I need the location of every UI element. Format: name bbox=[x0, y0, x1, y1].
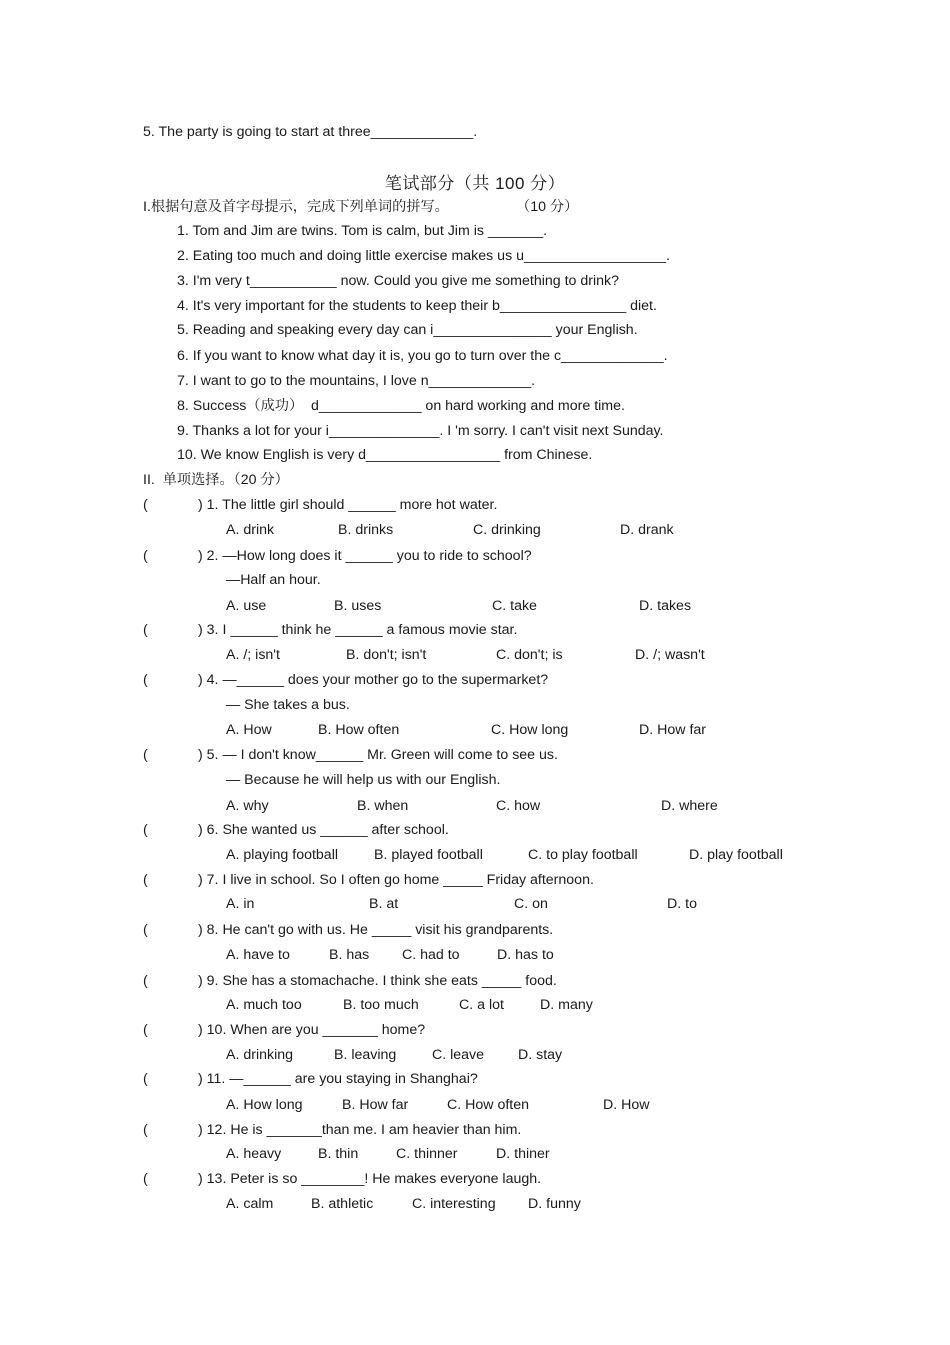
dialogue-response: — Because he will help us with our English. bbox=[226, 772, 501, 788]
option-d: D. takes bbox=[639, 598, 692, 614]
option-d: D. to bbox=[667, 896, 697, 912]
option-d: D. many bbox=[540, 997, 593, 1013]
option-d: D. How far bbox=[639, 722, 707, 738]
option-c: C. don't; is bbox=[496, 647, 563, 663]
option-b: B. leaving bbox=[334, 1047, 397, 1063]
question-stem: ) 7. I live in school. So I often go home _____ Friday afternoon. bbox=[198, 872, 594, 888]
dialogue-response: —Half an hour. bbox=[226, 572, 321, 588]
spelling-item: 9. Thanks a lot for your i______________. I 'm sorry. I can't visit next Sunday. bbox=[177, 423, 664, 439]
option-d: D. How bbox=[603, 1097, 650, 1113]
option-d: D. funny bbox=[528, 1196, 581, 1212]
question-stem: ) 3. I ______ think he ______ a famous movie star. bbox=[198, 622, 518, 638]
option-d: D. play football bbox=[689, 847, 783, 863]
option-b: B. too much bbox=[343, 997, 419, 1013]
question-stem: ) 6. She wanted us ______ after school. bbox=[198, 822, 449, 838]
dialogue-response: — She takes a bus. bbox=[226, 697, 350, 713]
option-b: B. thin bbox=[318, 1146, 359, 1162]
answer-paren: ( bbox=[143, 672, 148, 688]
answer-paren: ( bbox=[143, 1171, 148, 1187]
part2-heading: II. 单项选择。（20 分） bbox=[143, 472, 289, 488]
option-a: A. calm bbox=[226, 1196, 274, 1212]
question-stem: ) 12. He is _______than me. I am heavier than him. bbox=[198, 1122, 522, 1138]
option-b: B. uses bbox=[334, 598, 382, 614]
option-b: B. athletic bbox=[311, 1196, 374, 1212]
option-a: A. much too bbox=[226, 997, 302, 1013]
option-c: C. how bbox=[496, 798, 541, 814]
question-stem: ) 11. —______ are you staying in Shanghai? bbox=[198, 1071, 478, 1087]
answer-paren: ( bbox=[143, 1071, 148, 1087]
spelling-item: 7. I want to go to the mountains, I love n_____________. bbox=[177, 373, 536, 389]
question-stem: ) 13. Peter is so ________! He makes everyone laugh. bbox=[198, 1171, 542, 1187]
option-d: D. where bbox=[661, 798, 718, 814]
option-b: B. How far bbox=[342, 1097, 409, 1113]
answer-paren: ( bbox=[143, 1122, 148, 1138]
option-d: D. /; wasn't bbox=[635, 647, 705, 663]
option-d: D. thiner bbox=[496, 1146, 550, 1162]
option-c: C. How long bbox=[491, 722, 569, 738]
option-c: C. interesting bbox=[412, 1196, 496, 1212]
answer-paren: ( bbox=[143, 548, 148, 564]
option-c: C. to play football bbox=[528, 847, 638, 863]
option-b: B. played football bbox=[374, 847, 483, 863]
option-d: D. stay bbox=[518, 1047, 563, 1063]
answer-paren: ( bbox=[143, 497, 148, 513]
spelling-item: 10. We know English is very d_________________ from Chinese. bbox=[177, 447, 593, 463]
option-c: C. a lot bbox=[459, 997, 504, 1013]
option-b: B. drinks bbox=[338, 522, 394, 538]
question-stem: ) 10. When are you _______ home? bbox=[198, 1022, 426, 1038]
option-c: C. thinner bbox=[396, 1146, 458, 1162]
question-stem: ) 5. — I don't know______ Mr. Green will come to see us. bbox=[198, 747, 558, 763]
option-a: A. drinking bbox=[226, 1047, 294, 1063]
answer-paren: ( bbox=[143, 822, 148, 838]
option-a: A. drink bbox=[226, 522, 275, 538]
spelling-item: 5. Reading and speaking every day can i_______________ your English. bbox=[177, 322, 638, 338]
question-stem: ) 9. She has a stomachache. I think she eats _____ food. bbox=[198, 973, 557, 989]
spelling-item: 1. Tom and Jim are twins. Tom is calm, but Jim is _______. bbox=[177, 223, 548, 239]
answer-paren: ( bbox=[143, 747, 148, 763]
question-stem: ) 4. —______ does your mother go to the supermarket? bbox=[198, 672, 549, 688]
option-a: A. use bbox=[226, 598, 267, 614]
spelling-item: 2. Eating too much and doing little exercise makes us u__________________. bbox=[177, 248, 670, 264]
option-c: C. How often bbox=[447, 1097, 530, 1113]
spelling-item: 3. I'm very t___________ now. Could you give me something to drink? bbox=[177, 273, 619, 289]
option-b: B. don't; isn't bbox=[346, 647, 427, 663]
spelling-item: 6. If you want to know what day it is, you go to turn over the c_____________. bbox=[177, 348, 668, 364]
option-a: A. in bbox=[226, 896, 255, 912]
spelling-item: 4. It's very important for the students to keep their b________________ diet. bbox=[177, 298, 657, 314]
option-a: A. have to bbox=[226, 947, 290, 963]
option-b: B. when bbox=[357, 798, 409, 814]
option-c: C. had to bbox=[402, 947, 460, 963]
option-d: D. drank bbox=[620, 522, 674, 538]
option-a: A. /; isn't bbox=[226, 647, 280, 663]
option-b: B. How often bbox=[318, 722, 400, 738]
option-c: C. on bbox=[514, 896, 548, 912]
option-d: D. has to bbox=[497, 947, 554, 963]
question-stem: ) 1. The little girl should ______ more hot water. bbox=[198, 497, 498, 513]
spelling-item: 8. Success（成功） d_____________ on hard working and more time. bbox=[177, 398, 625, 414]
option-c: C. take bbox=[492, 598, 537, 614]
previous-question-line: 5. The party is going to start at three_____________. bbox=[143, 124, 478, 140]
option-a: A. heavy bbox=[226, 1146, 282, 1162]
option-b: B. has bbox=[329, 947, 370, 963]
question-stem: ) 2. —How long does it ______ you to ride to school? bbox=[198, 548, 532, 564]
option-a: A. How long bbox=[226, 1097, 303, 1113]
option-a: A. playing football bbox=[226, 847, 338, 863]
answer-paren: ( bbox=[143, 872, 148, 888]
section-title: 笔试部分（共 100 分） bbox=[384, 174, 566, 193]
answer-paren: ( bbox=[143, 622, 148, 638]
option-c: C. drinking bbox=[473, 522, 541, 538]
answer-paren: ( bbox=[143, 973, 148, 989]
answer-paren: ( bbox=[143, 1022, 148, 1038]
question-stem: ) 8. He can't go with us. He _____ visit his grandparents. bbox=[198, 922, 554, 938]
answer-paren: ( bbox=[143, 922, 148, 938]
option-b: B. at bbox=[369, 896, 399, 912]
part1-heading: I.根据句意及首字母提示，完成下列单词的拼写。 bbox=[143, 199, 449, 215]
part1-score: （10 分） bbox=[516, 199, 579, 215]
option-a: A. why bbox=[226, 798, 269, 814]
option-c: C. leave bbox=[432, 1047, 485, 1063]
option-a: A. How bbox=[226, 722, 272, 738]
